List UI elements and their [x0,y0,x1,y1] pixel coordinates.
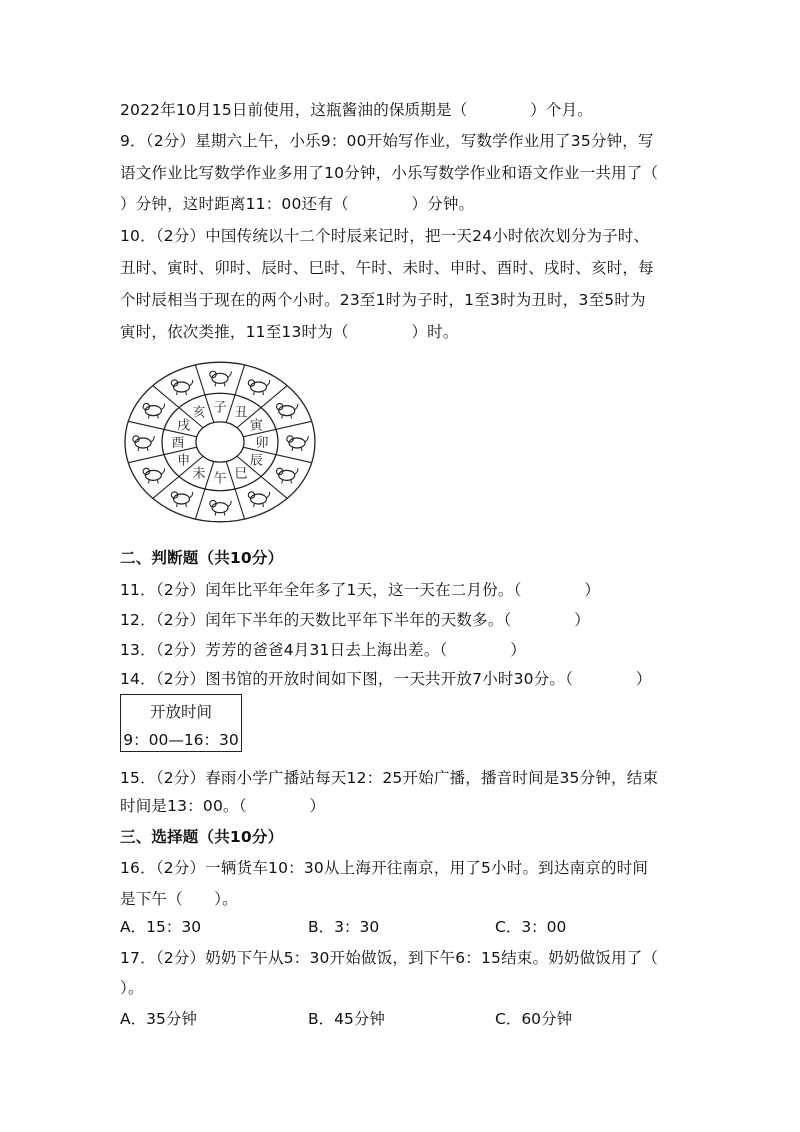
question-9-line-1: 9．（2分）星期六上午，小乐9：00开始写作业，写数学作业用了35分钟，写 [120,132,654,150]
branch-label: 酉 [171,436,185,451]
question-10-line-2: 丑时、寅时、卯时、辰时、巳时、午时、未时、申时、酉时、戌时、亥时，每 [120,259,654,277]
rabbit-icon [287,436,308,451]
question-10-line-1: 10．（2分）中国传统以十二个时辰来记时，把一天24小时依次划分为子时、 [120,227,650,245]
pig-icon [171,380,192,395]
question-14: 14．（2分）图书馆的开放时间如下图，一天共开放7小时30分。（ ） [120,670,652,688]
q16-option-b[interactable]: B．3：30 [308,918,380,936]
wheel-rings [125,362,315,522]
question-8-tail: 2022年10月15日前使用，这瓶酱油的保质期是（ ）个月。 [120,101,593,119]
opening-hours-box [120,694,242,752]
question-9-line-2: 语文作业比写数学作业多用了10分钟，小乐写数学作业和语文作业一共用了（ [120,164,659,182]
ox-icon [248,380,269,395]
branch-label: 辰 [249,453,263,469]
question-13: 13．（2分）芳芳的爸爸4月31日去上海出差。（ ） [120,641,526,659]
question-11: 11．（2分）闰年比平年全年多了1天，这一天在二月份。（ ） [120,581,601,599]
q16-option-a[interactable]: A．15：30 [120,918,202,936]
branch-label: 子 [213,400,227,416]
branch-label: 戌 [177,418,191,434]
branch-label: 亥 [192,405,206,421]
opening-hours-title: 开放时间 [149,703,212,721]
question-16-line-2: 是下午（ ）。 [120,890,238,908]
branch-label: 巳 [234,466,248,482]
branch-label: 丑 [234,405,248,421]
question-16-line-1: 16．（2分）一辆货车10：30从上海开往南京，用了5小时。到达南京的时间 [120,859,649,877]
question-15-line-1: 15．（2分）春雨小学广播站每天12：25开始广播，播音时间是35分钟，结束 [120,769,659,787]
branch-label: 午 [213,471,227,487]
dog-icon [143,403,164,418]
dragon-icon [276,468,297,483]
opening-hours-range: 9：00—16：30 [123,731,239,749]
question-10-line-4: 寅时，依次类推，11至13时为（ ）时。 [120,323,459,341]
rooster-icon [133,436,154,451]
q17-option-b[interactable]: B．45分钟 [308,1010,385,1028]
q17-option-c[interactable]: C．60分钟 [495,1010,573,1028]
monkey-icon [143,468,164,483]
goat-icon [171,492,192,507]
q17-option-a[interactable]: A．35分钟 [120,1010,197,1028]
question-12: 12．（2分）闰年下半年的天数比平年下半年的天数多。（ ） [120,611,590,629]
question-17-line-1: 17．（2分）奶奶下午从5：30开始做饭，到下午6：15结束。奶奶做饭用了（ [120,949,659,967]
section-3-heading: 三、选择题（共10分） [120,828,284,846]
question-17-line-2: ）。 [120,979,144,997]
q16-option-c[interactable]: C．3：00 [495,918,567,936]
horse-icon [210,500,231,515]
question-10-line-3: 个时辰相当于现在的两个小时。23至1时为子时，1至3时为丑时，3至5时为 [120,291,646,309]
question-9-line-3: ）分钟，这时距离11：00还有（ ）分钟。 [120,195,475,213]
question-15-line-2: 时间是13：00。（ ） [120,797,326,815]
tiger-icon [276,403,297,418]
zodiac-wheel-figure [122,360,318,524]
branch-label: 申 [177,453,191,469]
rat-icon [210,371,231,386]
branch-label: 卯 [255,436,269,451]
snake-icon [248,492,269,507]
section-2-heading: 二、判断题（共10分） [120,549,284,567]
branch-label: 寅 [249,418,263,434]
branch-label: 未 [192,466,206,482]
